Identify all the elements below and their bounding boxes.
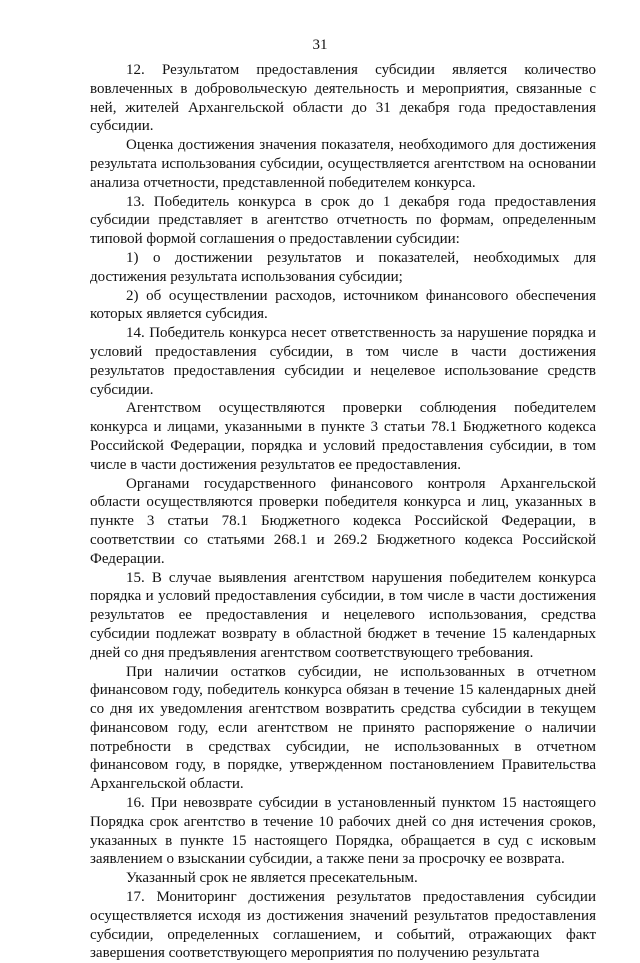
page-number: 31	[312, 37, 328, 53]
paragraph-17-monitoring: 17. Мониторинг достижения результатов предоставления субсидии осуществляется исходя из достижения значений результатов предоставления субсидии, определенных соглашением, и событий, отражающих факт завершения соответствующего мероприятия по получению результата	[90, 889, 596, 962]
paragraph-financial-control: Органами государственного финансового контроля Архангельской области осуществляются проверки победителя конкурса и лиц, указанных в пункте 3 статьи 78.1 Бюджетного кодекса Российской Федерации, в соответствии со статьями 268.1 и 269.2 Бюджетного кодекса Российской Федерации.	[90, 475, 596, 567]
paragraph-16-non-return: 16. При невозврате субсидии в установленный пунктом 15 настоящего Порядка срок агентство в течение 10 рабочих дней со дня истечения сроков, указанных в пункте 15 настоящего Порядка, обращается в суд с исковым заявлением о взыскании субсидии, а также пени за просрочку ее возврата.	[90, 795, 596, 868]
paragraph-remaining-funds: При наличии остатков субсидии, не использованных в отчетном финансовом году, победитель конкурса обязан в течение 15 календарных дней со дня их уведомления агентством возвратить средства субсидии в текущем финансовом году, если агентством не принято распоряжение о наличии потребности в средствах субсидии, не использованных в отчетном финансовом году, в порядке, утвержденном постановлением Правительства Архангельской области.	[90, 663, 596, 793]
paragraph-indicator-assessment: Оценка достижения значения показателя, необходимого для достижения результата использования субсидии, осуществляется агентством на основании анализа отчетности, представленной победителем конкурса.	[90, 137, 596, 191]
paragraph-term-note: Указанный срок не является пресекательным.	[126, 870, 418, 887]
paragraph-14-responsibility: 14. Победитель конкурса несет ответственность за нарушение порядка и условий предоставления субсидии, в том числе в части достижения результатов предоставления субсидии и нецелевое использование средств субсидии.	[90, 325, 596, 398]
paragraph-13-reporting: 13. Победитель конкурса в срок до 1 декабря года предоставления субсидии представляет в агентство отчетность по формам, определенным типовой формой соглашения о предоставлении субсидии:	[90, 193, 596, 248]
paragraph-15-violation: 15. В случае выявления агентством нарушения победителем конкурса порядка и условий предоставления субсидии, в том числе в части достижения результатов ее предоставления и нецелевого использования, средства субсидии подлежат возврату в областной бюджет в течение 15 календарных дней со дня предъявления агентством соответствующего требования.	[90, 569, 596, 661]
paragraph-agency-checks: Агентством осуществляются проверки соблюдения победителем конкурса и лицами, указанными в пункте 3 статьи 78.1 Бюджетного кодекса Российской Федерации, порядка и условий предоставления субсидии, в том числе в части достижения результатов ее предоставления.	[90, 400, 596, 473]
paragraph-13-item-2: 2) об осуществлении расходов, источником финансового обеспечения которых является субсидия.	[90, 287, 596, 323]
document-body	[90, 61, 596, 963]
paragraph-13-item-1: 1) о достижении результатов и показателей, необходимых для достижения результата использования субсидии;	[90, 249, 596, 285]
paragraph-12-result: 12. Результатом предоставления субсидии является количество вовлеченных в добровольческую деятельность и мероприятия, связанные с ней, жителей Архангельской области до 31 декабря года предоставления субсидии.	[90, 62, 596, 135]
